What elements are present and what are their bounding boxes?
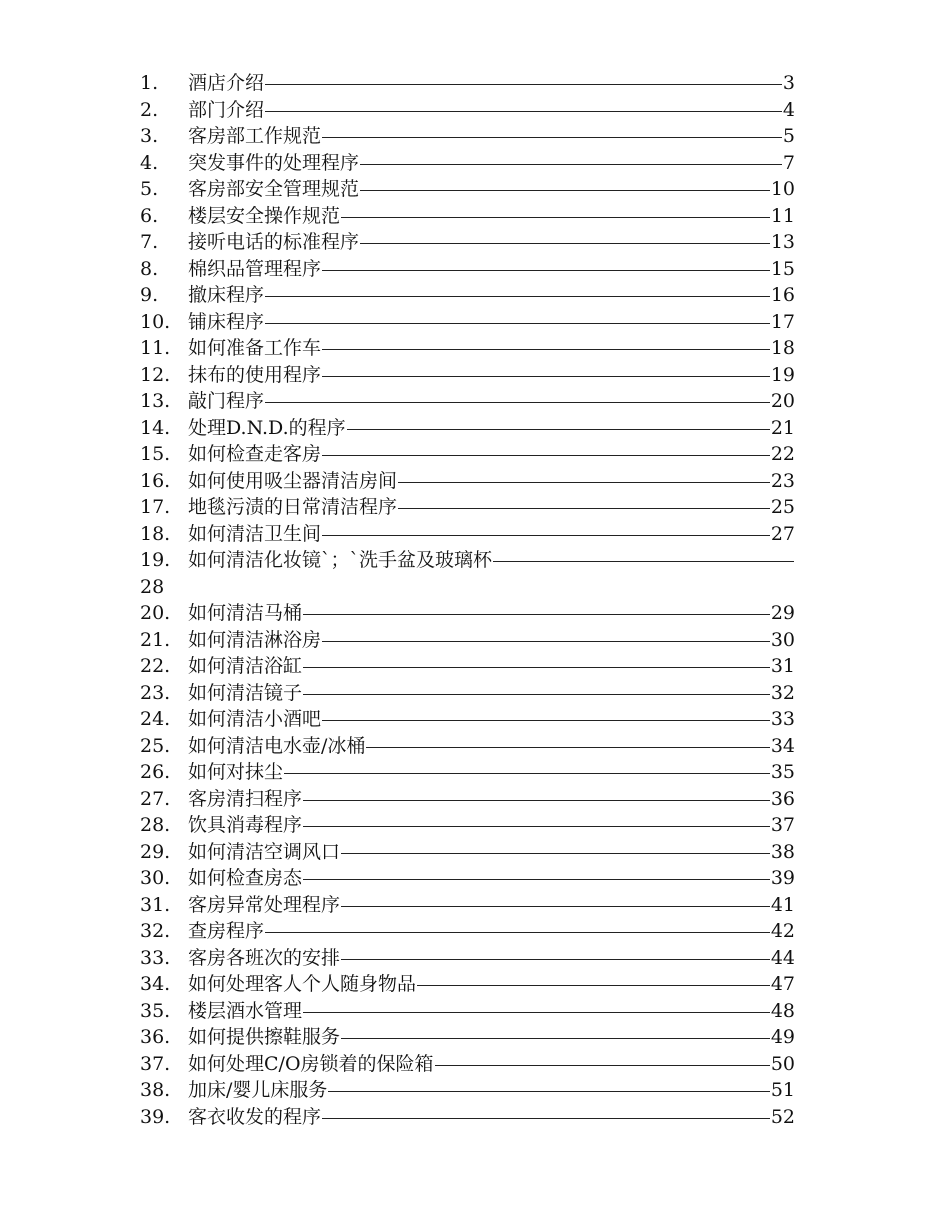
toc-dot-leader [322,256,770,283]
toc-entry-page: 10 [770,178,795,200]
toc-entry-page: 51 [770,1079,795,1101]
toc-entry [140,945,795,972]
toc-entry-page: 25 [770,496,795,518]
toc-entry-title: 如何清洁电水壶/冰桶 [188,734,366,757]
toc-entry-page: 49 [770,1026,795,1048]
toc-entry-number: 29. [140,840,171,863]
toc-entry-title: 加床/婴儿床服务 [188,1079,328,1101]
toc-dot-leader [265,309,770,336]
toc-entry-page: 17 [770,310,795,333]
toc-entry-title: 如何清洁化妆镜`；`洗手盆及玻璃杯 [188,549,493,571]
toc-dot-leader [303,998,770,1025]
toc-entry-number: 36. [140,1026,171,1048]
toc-entry-page: 41 [770,893,795,916]
toc-dot-leader [347,415,770,442]
toc-dot-leader [322,521,770,548]
toc-dot-leader [322,362,770,389]
toc-entry-title: 部门介绍 [188,98,265,121]
toc-entry [140,733,795,760]
toc-entry-page: 38 [770,840,795,863]
toc-dot-leader [435,1051,770,1078]
toc-entry-page: 35 [770,761,795,783]
toc-entry-page: 4 [782,98,795,121]
toc-dot-leader [322,123,782,150]
toc-entry-title: 酒店介绍 [188,72,265,94]
toc-entry-page: 18 [770,337,795,359]
toc-entry-page: 52 [770,1105,795,1128]
toc-entry-page: 5 [782,125,795,147]
toc-entry [140,600,795,627]
toc-dot-leader [360,229,770,256]
toc-entry-number: 34. [140,973,171,995]
toc-entry [140,1024,795,1051]
toc-entry-page: 37 [770,814,795,836]
toc-entry-page: 47 [770,973,795,995]
toc-entry [140,97,795,124]
toc-entry [140,812,795,839]
toc-entry-title: 查房程序 [188,920,265,942]
toc-entry-title: 如何清洁镜子 [188,681,303,704]
toc-entry-number: 32. [140,920,171,942]
table-of-contents [140,70,795,1130]
toc-entry [140,494,795,521]
toc-entry-page: 29 [770,602,795,624]
toc-entry-number: 24. [140,708,171,730]
toc-entry-number: 20. [140,602,171,624]
toc-entry-title: 客衣收发的程序 [188,1105,322,1128]
toc-entry [140,627,795,654]
toc-entry-title: 如何清洁淋浴房 [188,628,322,651]
toc-entry [140,918,795,945]
toc-dot-leader [303,812,770,839]
toc-entry [140,256,795,283]
toc-entry-title: 棉织品管理程序 [188,257,322,280]
toc-entry [140,865,795,892]
toc-entry-title: 饮具消毒程序 [188,814,303,836]
toc-dot-leader [398,468,770,495]
toc-dot-leader [322,335,770,362]
toc-dot-leader [265,282,770,309]
toc-entry-title: 客房部工作规范 [188,125,322,147]
toc-entry-title: 如何处理客人个人随身物品 [188,973,417,995]
toc-entry [140,388,795,415]
toc-entry-title: 铺床程序 [188,310,265,333]
toc-entry [140,282,795,309]
toc-entry-number: 21. [140,628,171,651]
toc-dot-leader [417,971,770,998]
toc-entry-number: 1. [140,72,159,94]
toc-entry-number: 8. [140,257,159,280]
toc-entry [140,70,795,97]
toc-entry-number: 10. [140,310,171,333]
toc-dot-leader [265,70,782,97]
toc-dot-leader [360,176,770,203]
toc-entry-page: 16 [770,284,795,306]
toc-entry-title: 如何清洁小酒吧 [188,708,322,730]
toc-entry-page: 48 [770,999,795,1022]
toc-entry [140,998,795,1025]
toc-entry-title: 敲门程序 [188,390,265,412]
toc-dot-leader [284,759,770,786]
toc-entry [140,892,795,919]
toc-entry-number: 7. [140,231,159,253]
toc-entry [140,1051,795,1078]
toc-dot-leader [366,733,769,760]
toc-entry [140,706,795,733]
toc-entry-page: 11 [770,204,795,227]
toc-entry-number: 12. [140,363,171,386]
toc-dot-leader [341,945,770,972]
toc-entry [140,203,795,230]
toc-entry-number: 31. [140,893,171,916]
toc-entry [140,176,795,203]
toc-entry-title: 楼层安全操作规范 [188,204,341,227]
toc-entry [140,839,795,866]
toc-dot-leader [341,839,770,866]
toc-entry-title: 如何检查房态 [188,867,303,889]
toc-entry [140,759,795,786]
toc-entry-title: 处理D.N.D.的程序 [188,416,346,439]
toc-entry-number: 19. [140,549,171,571]
toc-entry-number: 22. [140,655,171,677]
toc-dot-leader [322,706,770,733]
toc-entry-title: 如何准备工作车 [188,337,322,359]
toc-entry [140,1104,795,1131]
toc-entry-page: 28 [140,575,165,598]
toc-entry-title: 如何处理C/O房锁着的保险箱 [188,1052,434,1075]
toc-entry-page: 42 [770,920,795,942]
toc-entry-number: 39. [140,1105,171,1128]
toc-entry [140,653,795,680]
toc-entry-title: 抹布的使用程序 [188,363,322,386]
toc-entry-title: 如何对抹尘 [188,761,284,783]
toc-entry-number: 17. [140,496,171,518]
toc-entry-number: 38. [140,1079,171,1101]
toc-entry-number: 6. [140,204,159,227]
toc-entry-number: 28. [140,814,171,836]
toc-entry-title: 如何使用吸尘器清洁房间 [188,469,398,492]
toc-entry-title: 如何检查走客房 [188,443,322,465]
toc-dot-leader [303,653,770,680]
toc-dot-leader [328,1077,769,1104]
toc-entry-number: 5. [140,178,159,200]
toc-entry-page: 44 [770,946,795,969]
toc-entry-page: 23 [770,469,795,492]
toc-entry [140,680,795,707]
toc-entry-title: 如何提供擦鞋服务 [188,1026,341,1048]
toc-entry-title: 撤床程序 [188,284,265,306]
toc-entry [140,521,795,548]
toc-entry-number: 13. [140,390,171,412]
toc-dot-leader [265,388,770,415]
toc-entry-line [140,547,795,574]
toc-entry-page: 22 [770,443,795,465]
toc-entry-page: 15 [770,257,795,280]
toc-entry-title: 如何清洁浴缸 [188,655,303,677]
toc-entry-page: 31 [770,655,795,677]
toc-entry [140,362,795,389]
toc-entry [140,229,795,256]
toc-entry-number: 15. [140,443,171,465]
toc-entry-number: 33. [140,946,171,969]
toc-entry-number: 16. [140,469,171,492]
toc-entry-page: 30 [770,628,795,651]
toc-entry [140,123,795,150]
toc-entry-title: 客房各班次的安排 [188,946,341,969]
toc-entry [140,441,795,468]
toc-entry [140,150,795,177]
toc-entry-page: 32 [770,681,795,704]
toc-entry [140,468,795,495]
toc-dot-leader [322,1104,770,1131]
toc-entry-number: 9. [140,284,159,306]
toc-dot-leader [341,1024,770,1051]
toc-entry-number: 27. [140,787,171,810]
toc-entry [140,971,795,998]
toc-entry [140,335,795,362]
toc-entry-title: 如何清洁空调风口 [188,840,341,863]
toc-entry-page: 21 [770,416,795,439]
toc-entry-page: 13 [770,231,795,253]
toc-entry-number: 2. [140,98,159,121]
toc-entry-number: 26. [140,761,171,783]
toc-entry-page: 20 [770,390,795,412]
toc-entry-title: 突发事件的处理程序 [188,151,360,174]
toc-entry-number: 3. [140,125,159,147]
toc-entry-page: 50 [770,1052,795,1075]
toc-entry-page: 19 [770,363,795,386]
toc-entry-number: 30. [140,867,171,889]
toc-entry-page: 33 [770,708,795,730]
toc-dot-leader [341,203,770,230]
toc-dot-leader [322,441,770,468]
toc-entry-title: 如何清洁卫生间 [188,522,322,545]
toc-entry [140,786,795,813]
toc-dot-leader [265,97,782,124]
toc-entry-title: 客房清扫程序 [188,787,303,810]
toc-entry-title: 客房异常处理程序 [188,893,341,916]
toc-dot-leader [322,627,770,654]
toc-entry-page: 39 [770,867,795,889]
toc-dot-leader [360,150,782,177]
toc-dot-leader [303,600,770,627]
toc-dot-leader [303,786,770,813]
toc-entry-title: 如何清洁马桶 [188,602,303,624]
toc-entry-page: 34 [770,734,795,757]
toc-entry [140,309,795,336]
toc-dot-leader [265,918,770,945]
toc-entry-page: 36 [770,787,795,810]
toc-entry-number: 18. [140,522,171,545]
toc-dot-leader [303,865,770,892]
toc-entry-title: 接听电话的标准程序 [188,231,360,253]
toc-entry-number: 37. [140,1052,171,1075]
toc-entry-page: 27 [770,522,795,545]
toc-entry-page: 7 [782,151,795,174]
toc-entry-number: 23. [140,681,171,704]
toc-entry [140,415,795,442]
toc-entry-title: 客房部安全管理规范 [188,178,360,200]
toc-dot-leader [303,680,770,707]
toc-entry-number: 11. [140,337,171,359]
toc-entry-number: 25. [140,734,171,757]
toc-dot-leader [341,892,770,919]
toc-entry-title: 楼层酒水管理 [188,999,303,1022]
toc-entry-number: 35. [140,999,171,1022]
toc-entry-number: 14. [140,416,171,439]
toc-entry-title: 地毯污渍的日常清洁程序 [188,496,398,518]
toc-dot-leader [398,494,770,521]
toc-dot-leader [493,547,794,574]
toc-entry [140,547,795,600]
toc-entry-page: 3 [782,72,795,94]
toc-entry [140,1077,795,1104]
toc-entry-number: 4. [140,151,159,174]
